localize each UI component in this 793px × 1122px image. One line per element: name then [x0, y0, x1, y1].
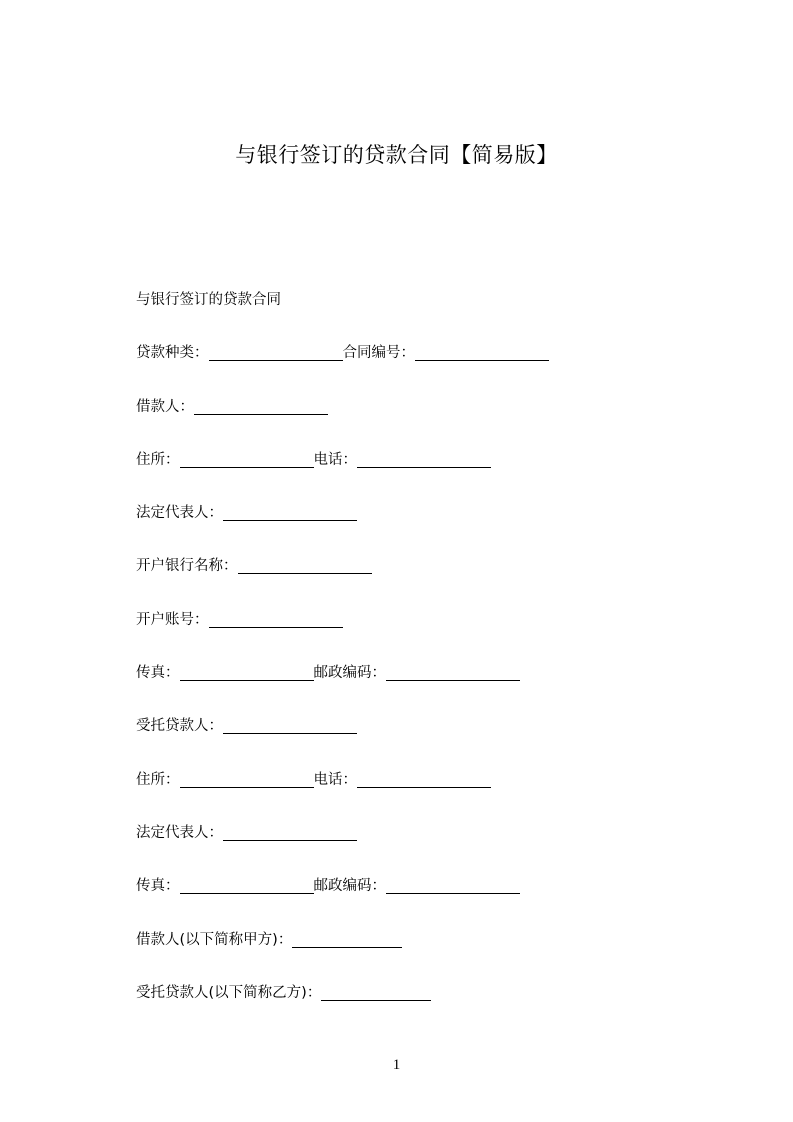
party-a-line: [136, 926, 756, 979]
party-a-label: 借款人(以下简称甲方)：: [136, 931, 293, 948]
legal-rep-blank-1: [223, 502, 357, 521]
phone-label-2: 电话：: [313, 771, 357, 788]
phone-blank-2: [357, 769, 491, 788]
address-phone-line-2: [136, 766, 756, 819]
postcode-blank-2: [386, 875, 520, 894]
phone-label-1: 电话：: [313, 451, 357, 468]
bank-name-blank: [238, 555, 372, 574]
account-no-label: 开户账号：: [136, 611, 209, 628]
postcode-label-2: 邮政编码：: [313, 878, 386, 895]
address-label-1: 住所：: [136, 451, 180, 468]
entrusted-lender-line: [136, 712, 756, 765]
entrusted-lender-label: 受托贷款人：: [136, 718, 223, 735]
address-blank-1: [180, 449, 314, 468]
postcode-label-1: 邮政编码：: [313, 665, 386, 682]
fax-label-2: 传真：: [136, 878, 180, 895]
borrower-blank: [194, 396, 328, 415]
contract-heading-line: [136, 286, 756, 339]
loan-type-label: 贷款种类：: [136, 345, 209, 362]
legal-rep-line-2: [136, 819, 756, 872]
account-no-line: [136, 606, 756, 659]
party-b-blank: [321, 982, 431, 1001]
borrower-label: 借款人：: [136, 398, 194, 415]
legal-rep-label-1: 法定代表人：: [136, 505, 223, 522]
page-number: 1: [392, 1057, 401, 1073]
party-b-label: 受托贷款人(以下简称乙方)：: [136, 984, 322, 1001]
bank-name-label: 开户银行名称：: [136, 558, 238, 575]
address-label-2: 住所：: [136, 771, 180, 788]
contract-no-label: 合同编号：: [342, 345, 415, 362]
address-phone-line-1: [136, 446, 756, 499]
loan-type-line: [136, 339, 756, 392]
entrusted-lender-blank: [223, 715, 357, 734]
legal-rep-line-1: [136, 499, 756, 552]
bank-name-line: [136, 552, 756, 605]
legal-rep-blank-2: [223, 822, 357, 841]
fax-label-1: 传真：: [136, 665, 180, 682]
account-no-blank: [209, 609, 343, 628]
party-a-blank: [292, 929, 402, 948]
contract-heading: 与银行签订的贷款合同: [136, 292, 281, 308]
fax-blank-1: [180, 662, 314, 681]
postcode-blank-1: [386, 662, 520, 681]
contract-fields: [136, 286, 756, 1032]
borrower-line: [136, 393, 756, 446]
fax-postcode-line-2: [136, 872, 756, 925]
loan-type-blank: [209, 342, 343, 361]
party-b-line: [136, 979, 756, 1032]
address-blank-2: [180, 769, 314, 788]
phone-blank-1: [357, 449, 491, 468]
legal-rep-label-2: 法定代表人：: [136, 824, 223, 841]
fax-postcode-line-1: [136, 659, 756, 712]
fax-blank-2: [180, 875, 314, 894]
contract-no-blank: [415, 342, 549, 361]
document-title: 与银行签订的贷款合同【简易版】: [235, 143, 558, 167]
